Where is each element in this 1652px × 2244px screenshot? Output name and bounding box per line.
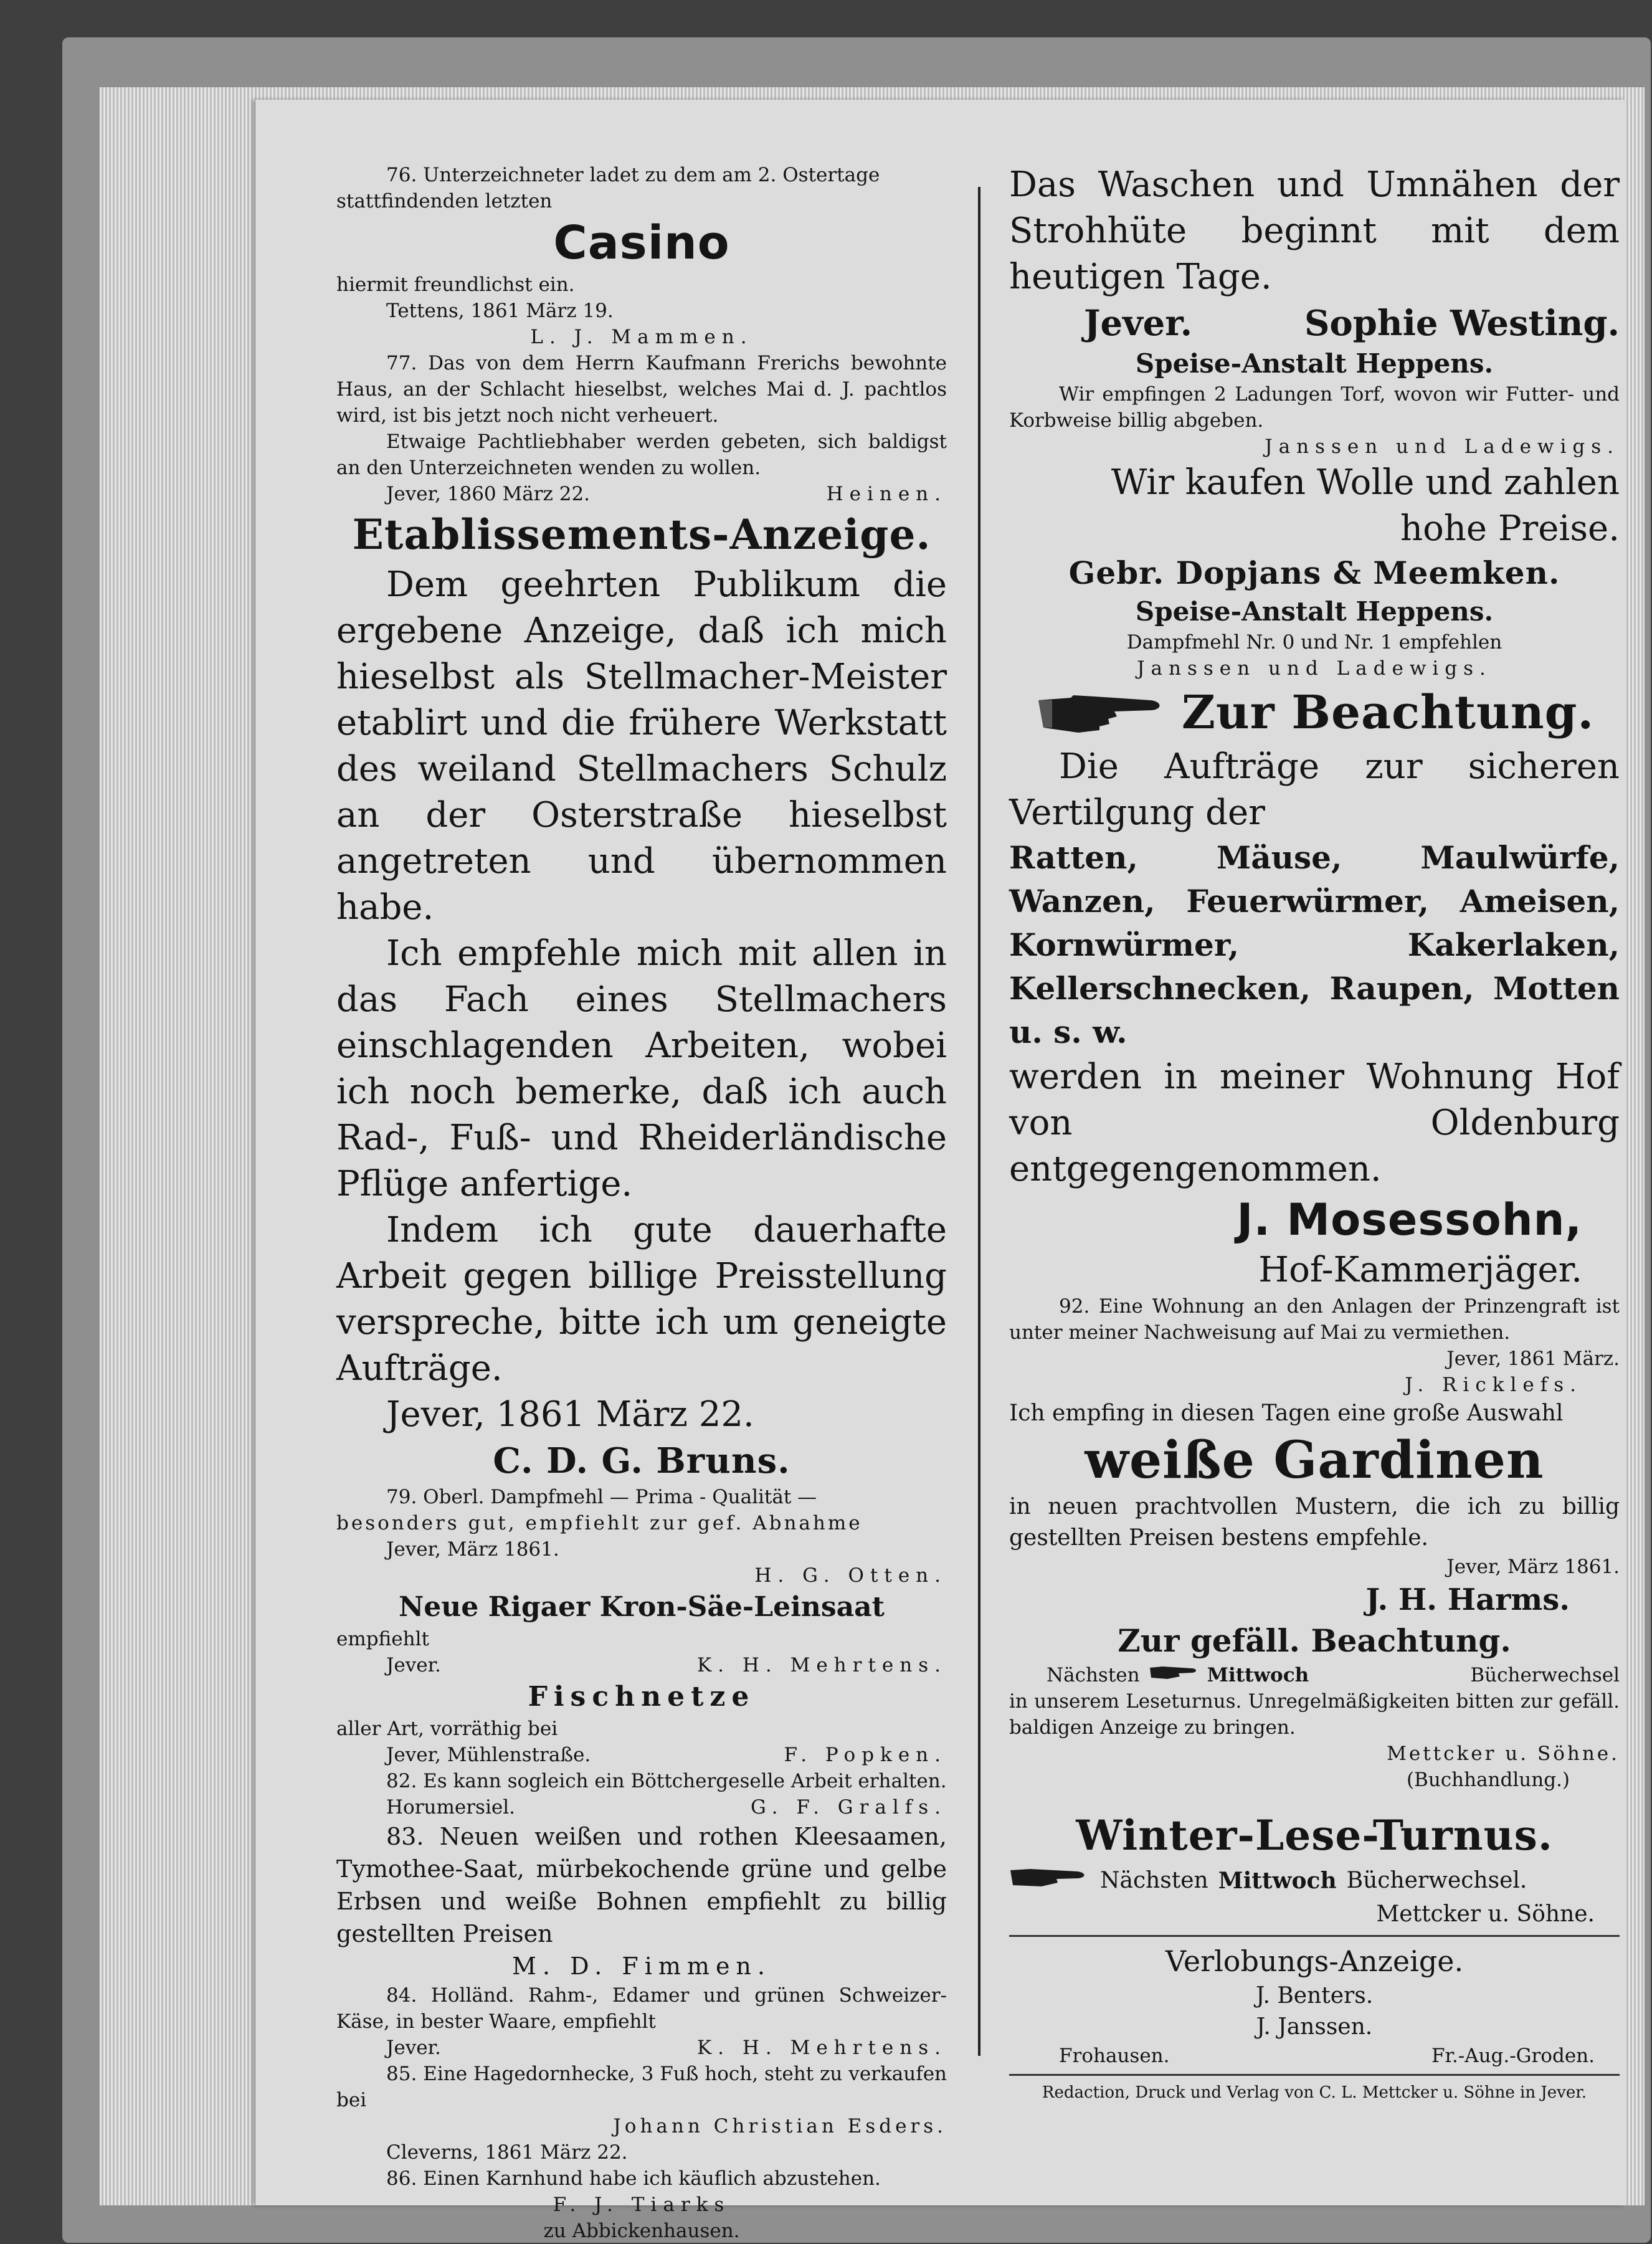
ad-text: Mittwoch — [1207, 1664, 1309, 1686]
ad-signature: Mettcker u. Söhne. — [1387, 1742, 1620, 1765]
ad-text: 85. Eine Hagedornhecke, 3 Fuß hoch, steht zu verkaufen bei — [336, 2063, 947, 2111]
pointing-hand-icon — [1009, 1863, 1090, 1899]
ad-77 — [336, 350, 947, 507]
ad-verlobung — [1009, 1942, 1620, 2069]
ad-signature: Johann Christian Esders. — [613, 2115, 947, 2137]
left-column — [336, 162, 947, 2244]
ad-signature: Sophie Westing. — [1304, 303, 1620, 344]
ad-82 — [336, 1768, 947, 1820]
column-divider — [978, 187, 980, 2056]
ad-date: Jever, 1860 März 22. — [386, 483, 591, 505]
pointing-hand-icon — [1149, 1662, 1199, 1688]
ad-text: 79. Oberl. Dampfmehl — Prima - Qualität — — [386, 1486, 817, 1508]
ad-text: Wir empfingen 2 Ladungen Torf, wovon wir Futter- und Korbweise billig abgeben. — [1009, 383, 1620, 432]
ad-85 — [336, 2061, 947, 2166]
ad-signature: J. Ricklefs. — [1405, 1374, 1582, 1396]
ad-text: Nächsten — [1047, 1664, 1140, 1686]
ad-name: J. Benters. — [1255, 1983, 1374, 2009]
ad-date: Tettens, 1861 März 19. — [386, 300, 614, 322]
ad-name: J. Janssen. — [1256, 2014, 1373, 2040]
ad-signature: J. Mosessohn, — [1237, 1194, 1582, 1245]
ad-date: Cleverns, 1861 März 22. — [386, 2141, 628, 2164]
ad-text: aller Art, vorräthig bei — [336, 1718, 558, 1740]
ad-place: Horumersiel. — [386, 1796, 515, 1818]
ad-text: 76. Unterzeichneter ladet zu dem am 2. Ostertage — [386, 164, 880, 186]
ad-title: Etablissements-Anzeige. — [352, 510, 931, 559]
ad-signature: (Buchhandlung.) — [1406, 1769, 1570, 1791]
right-column — [1009, 162, 1620, 2104]
ad-title: weiße Gardinen — [1085, 1430, 1544, 1490]
ad-title: Speise-Anstalt Heppens. — [1135, 348, 1494, 379]
ad-place: Jever. — [1084, 303, 1193, 344]
ad-signature: H. G. Otten. — [754, 1564, 947, 1587]
ad-text: Bücherwechsel — [1470, 1664, 1620, 1686]
ad-signature: Janssen und Ladewigs. — [1137, 657, 1492, 680]
ad-text: 92. Eine Wohnung an den Anlagen der Prinzengraft ist unter meiner Nachweisung auf Mai zu vermiethen. — [1009, 1295, 1620, 1344]
ad-place: Fr.-Aug.-Groden. — [1431, 2045, 1595, 2067]
ad-speise-anstalt-2 — [1009, 594, 1620, 682]
ad-92 — [1009, 1293, 1620, 1398]
ad-80 — [336, 1589, 947, 1678]
ad-text: Das Waschen und Umnähen der Strohhüte beginnt mit dem heutigen Tage. — [1009, 164, 1620, 297]
ad-title: Speise-Anstalt Heppens. — [1135, 596, 1494, 627]
ad-title: Verlobungs-Anzeige. — [1165, 1944, 1464, 1978]
ad-text: 83. Neuen weißen und rothen Kleesaamen, Tymothee-Saat, mürbekochende grüne und gelbe Erbsen und weiße Bohnen empfiehlt zu billig gestellten Preisen — [336, 1823, 947, 1947]
ad-text: Bücherwechsel. — [1346, 1868, 1527, 1893]
ad-pest-list: Ratten, Mäuse, Maulwürfe, Wanzen, Feuerwürmer, Ameisen, Kornwürmer, Kakerlaken, Kellerschnecken, Raupen, Motten u. s. w. — [1009, 839, 1620, 1050]
ad-title: Neue Rigaer Kron-Säe-Leinsaat — [399, 1591, 885, 1623]
ad-signature: Janssen und Ladewigs. — [1265, 435, 1620, 458]
newspaper-page — [255, 100, 1626, 2242]
ad-81 — [336, 1678, 947, 1768]
ad-signature: Heinen. — [826, 483, 947, 505]
ad-signature: Mettcker u. Söhne. — [1376, 1901, 1595, 1927]
ad-strohhuete — [1009, 162, 1620, 346]
ad-79 — [336, 1484, 947, 1589]
ad-76 — [336, 162, 947, 350]
ad-text: 82. Es kann sogleich ein Böttchergeselle Arbeit erhalten. — [386, 1770, 947, 1792]
ad-text: Ich empfehle mich mit allen in das Fach eines Stellmachers einschlagenden Arbeiten, wobei ich noch bemerke, daß ich auch Rad-, Fuß- und Rheiderländische Pflüge anfertige. — [336, 933, 947, 1204]
ad-lesezirkel — [1009, 1620, 1620, 1793]
ad-text: 86. Einen Karnhund habe ich käuflich abzustehen. — [386, 2167, 881, 2190]
section-rule — [1009, 1935, 1620, 1937]
ad-text: Etwaige Pachtliebhaber werden gebeten, sich baldigst an den Unterzeichneten wenden zu wollen. — [336, 430, 947, 479]
ad-text: Ich empfing in diesen Tagen eine große Auswahl — [1009, 1400, 1564, 1426]
ad-place: Jever, Mühlenstraße. — [386, 1744, 591, 1766]
ad-title: Zur gefäll. Beachtung. — [1118, 1622, 1511, 1659]
ad-signature: J. H. Harms. — [1365, 1582, 1570, 1617]
ad-text: werden in meiner Wohnung Hof von Oldenburg entgegengenommen. — [1009, 1057, 1620, 1189]
ad-signature: F. J. Tiarks — [553, 2194, 731, 2216]
ad-signature: F. Popken. — [784, 1744, 947, 1766]
ad-date: Jever, 1861 März 22. — [386, 1394, 754, 1435]
ad-winter-lese-turnus — [1009, 1808, 1620, 1930]
ad-speise-anstalt-1 — [1009, 346, 1620, 460]
ad-text: in unserem Leseturnus. Unregelmäßigkeiten bitten zur gefäll. baldigen Anzeige zu bringen. — [1009, 1690, 1620, 1739]
ad-86 — [336, 2166, 947, 2244]
ad-signature: G. F. Gralfs. — [751, 1796, 947, 1818]
ad-text: empfiehlt — [336, 1628, 429, 1650]
ad-title: Casino — [553, 216, 730, 270]
ad-date: Jever, März 1861. — [386, 1538, 559, 1561]
ad-title: Winter-Lese-Turnus. — [1076, 1811, 1553, 1860]
ad-signature: Gebr. Dopjans & Meemken. — [1068, 554, 1560, 591]
ad-date: Jever, 1861 März. — [1446, 1348, 1620, 1370]
ad-wolle — [1009, 460, 1620, 594]
ad-text: in neuen prachtvollen Mustern, die ich zu billig gestellten Preisen bestens empfehle. — [1009, 1494, 1620, 1551]
pointing-hand-icon — [1035, 687, 1172, 739]
ad-text: 77. Das von dem Herrn Kaufmann Frerichs bewohnte Haus, an der Schlacht hieselbst, welches Mai d. J. pachtlos wird, ist bis jetzt noch nicht verheuert. — [336, 352, 947, 427]
ad-place: Jever. — [386, 1654, 441, 1676]
ad-text: Indem ich gute dauerhafte Arbeit gegen billige Preisstellung verspreche, bitte ich um geneigte Aufträge. — [336, 1210, 947, 1389]
ad-text: stattfindenden letzten — [336, 190, 553, 212]
ad-text: Dem geehrten Publikum die ergebene Anzeige, daß ich mich hieselbst als Stellmacher-Meister etablirt und die frühere Werkstatt des weiland Stellmachers Schulz an der Osterstraße hieselbst angetreten und übernommen habe. — [336, 564, 947, 928]
ad-78 — [336, 507, 947, 1484]
ad-place: Frohausen. — [1059, 2045, 1170, 2067]
ad-gardinen — [1009, 1398, 1620, 1620]
ad-title: Fischnetze — [528, 1681, 756, 1713]
section-rule — [1009, 2074, 1620, 2076]
ad-text: Die Aufträge zur sicheren Vertilgung der — [1009, 746, 1620, 833]
ad-role: Hof-Kammerjäger. — [1258, 1250, 1582, 1290]
ad-signature: M. D. Fimmen. — [512, 1952, 771, 1980]
ad-text: hiermit freundlichst ein. — [336, 273, 575, 296]
ad-signature: L. J. Mammen. — [530, 326, 753, 348]
ad-text: 84. Holländ. Rahm-, Edamer und grünen Schweizer-Käse, in bester Waare, empfiehlt — [336, 1984, 947, 2033]
ad-title: Zur Beachtung. — [1181, 686, 1595, 739]
ad-text: Dampfmehl Nr. 0 und Nr. 1 empfehlen — [1126, 631, 1502, 654]
ad-place: zu Abbickenhausen. — [543, 2220, 740, 2242]
ad-date: Jever, März 1861. — [1446, 1556, 1620, 1578]
imprint: Redaction, Druck und Verlag von C. L. Mettcker u. Söhne in Jever. — [1042, 2083, 1587, 2102]
ad-text: Nächsten — [1100, 1868, 1208, 1893]
ad-place: Jever. — [386, 2037, 441, 2059]
ad-text: Mittwoch — [1218, 1868, 1337, 1894]
ad-signature: K. H. Mehrtens. — [696, 2037, 947, 2059]
ad-text: besonders gut, empfiehlt zur gef. Abnahme — [336, 1512, 863, 1534]
ad-83 — [336, 1820, 947, 1982]
ad-signature: K. H. Mehrtens. — [696, 1654, 947, 1676]
ad-beachtung — [1009, 682, 1620, 1293]
ad-signature: C. D. G. Bruns. — [493, 1440, 790, 1481]
ad-84 — [336, 1982, 947, 2061]
ad-text: Wir kaufen Wolle und zahlen hohe Preise. — [1111, 462, 1620, 549]
